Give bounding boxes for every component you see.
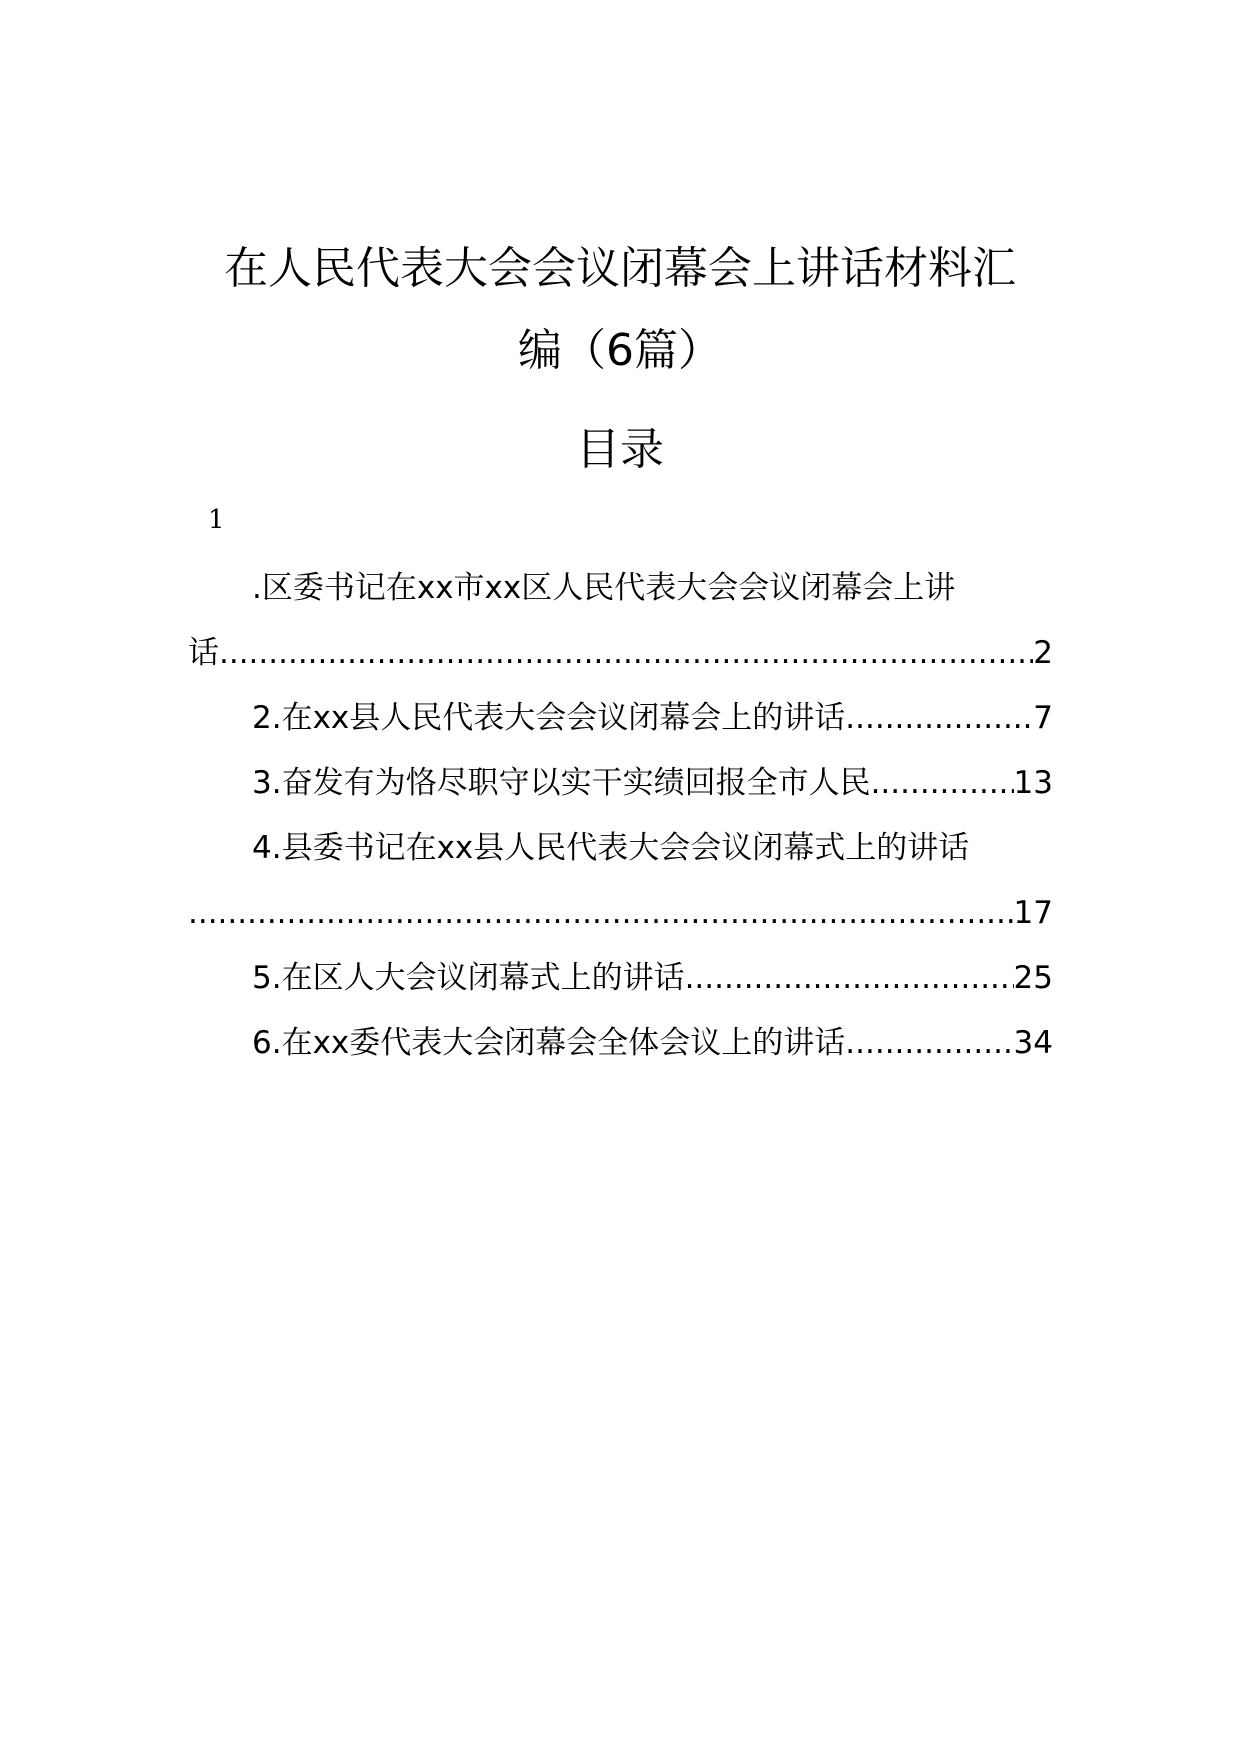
- toc-entry-5[interactable]: [188, 946, 1053, 1011]
- toc-entry-text: 5.在区人大会议闭幕式上的讲话: [252, 960, 685, 996]
- toc-page-number: 7: [1033, 700, 1053, 736]
- toc-entry-2[interactable]: [188, 686, 1053, 751]
- toc-entry-3[interactable]: [188, 751, 1053, 816]
- toc-page-number: 2: [1033, 635, 1053, 671]
- toc-entry-4[interactable]: [188, 816, 1053, 946]
- document-title: [150, 228, 1090, 392]
- toc-page-number: 13: [1013, 765, 1053, 801]
- toc-entry-1[interactable]: [188, 556, 1053, 686]
- toc-leader-dots: [685, 946, 1014, 1011]
- toc-page-number: 34: [1013, 1025, 1053, 1061]
- document-title-line-1: 在人民代表大会会议闭幕会上讲话材料汇: [224, 243, 1016, 294]
- toc-leader-dots: [188, 881, 1014, 946]
- toc-leader-dots: [845, 686, 1033, 751]
- toc-page-number: 17: [1013, 895, 1053, 931]
- toc-leader-dots: [845, 1011, 1013, 1076]
- toc-entry-6[interactable]: [188, 1011, 1053, 1076]
- toc-entry-text: 4.县委书记在xx县人民代表大会会议闭幕式上的讲话: [252, 830, 970, 866]
- toc-leader-dots: [871, 751, 1014, 816]
- toc-entry-text: 3.奋发有为恪尽职守以实干实绩回报全市人民: [252, 765, 871, 801]
- toc-entry-text-continued: 话: [188, 635, 219, 671]
- table-of-contents: [188, 556, 1053, 1076]
- toc-entry-text: 2.在xx县人民代表大会会议闭幕会上的讲话: [252, 700, 846, 736]
- toc-entry-text: 6.在xx委代表大会闭幕会全体会议上的讲话: [252, 1025, 846, 1061]
- toc-page-number: 25: [1013, 960, 1053, 996]
- page-marker: 1: [208, 505, 225, 535]
- toc-heading: 目录: [576, 424, 664, 475]
- toc-leader-dots: [219, 621, 1033, 686]
- toc-entry-text: .区委书记在xx市xx区人民代表大会会议闭幕会上讲: [252, 570, 956, 606]
- document-title-line-2: 编（6篇）: [518, 325, 722, 376]
